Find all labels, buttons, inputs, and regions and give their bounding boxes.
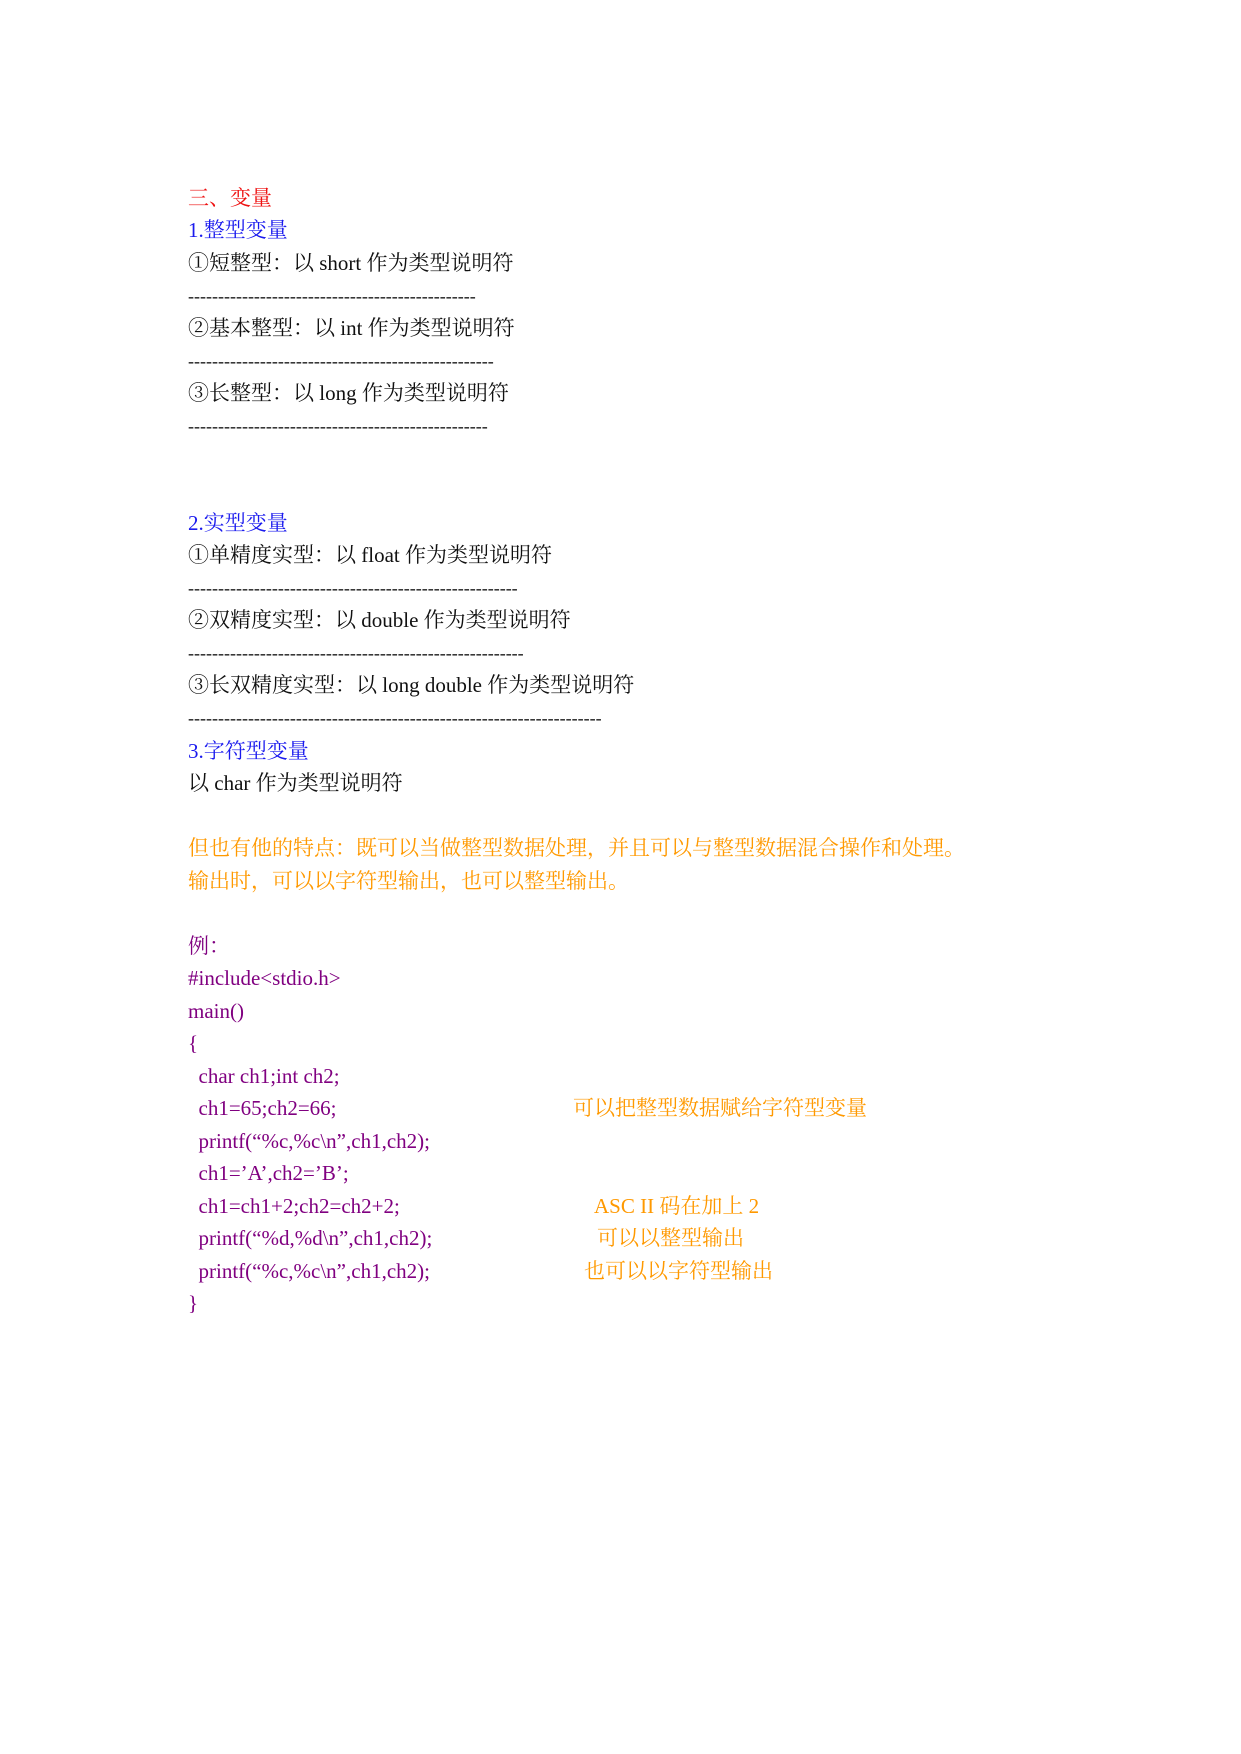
integer-long-rule: -------------------------------------------------- [188,416,488,436]
integer-int-line: ②基本整型：以 int 作为类型说明符 [188,316,515,340]
code-line: char ch1;int ch2; [188,1064,340,1088]
real-double-line: ②双精度实型：以 double 作为类型说明符 [188,608,571,632]
real-long-double-rule: --------------------------------------------------------------------- [188,708,602,728]
integer-short-line: ①短整型：以 short 作为类型说明符 [188,251,514,275]
real-float-rule: ------------------------------------------------------- [188,578,518,598]
char-note-line-2: 输出时，可以以字符型输出，也可以整型输出。 [188,869,629,893]
integer-short-rule: ------------------------------------------------ [188,286,476,306]
code-line: #include<stdio.h> [188,966,341,990]
real-float-line: ①单精度实型：以 float 作为类型说明符 [188,543,552,567]
example-label: 例： [188,934,230,958]
comment-char-output: 也可以以字符型输出 [584,1259,773,1283]
code-line: printf(“%c,%c\n”,ch1,ch2); [188,1129,430,1153]
code-line: ch1=ch1+2;ch2=ch2+2; [188,1194,400,1218]
integer-heading: 1.整型变量 [188,218,288,242]
real-double-rule: -------------------------------------------------------- [188,643,524,663]
code-line: main() [188,999,244,1023]
char-heading: 3.字符型变量 [188,739,309,763]
integer-int-rule: --------------------------------------------------- [188,351,494,371]
code-line: { [188,1031,199,1055]
char-note-line-1: 但也有他的特点：既可以当做整型数据处理，并且可以与整型数据混合操作和处理。 [188,836,965,860]
real-heading: 2.实型变量 [188,511,288,535]
code-line: } [188,1291,199,1315]
code-line: ch1=’A’,ch2=’B’; [188,1161,349,1185]
code-line: printf(“%d,%d\n”,ch1,ch2); [188,1226,433,1250]
section-title: 三、变量 [188,186,272,210]
comment-int-output: 可以以整型输出 [597,1226,744,1250]
char-desc: 以 char 作为类型说明符 [188,771,403,795]
comment-assign: 可以把整型数据赋给字符型变量 [573,1096,867,1120]
code-line: ch1=65;ch2=66; [188,1096,337,1120]
comment-ascii: ASC II 码在加上 2 [594,1194,760,1218]
real-long-double-line: ③长双精度实型：以 long double 作为类型说明符 [188,673,635,697]
code-line: printf(“%c,%c\n”,ch1,ch2); [188,1259,430,1283]
integer-long-line: ③长整型：以 long 作为类型说明符 [188,381,509,405]
